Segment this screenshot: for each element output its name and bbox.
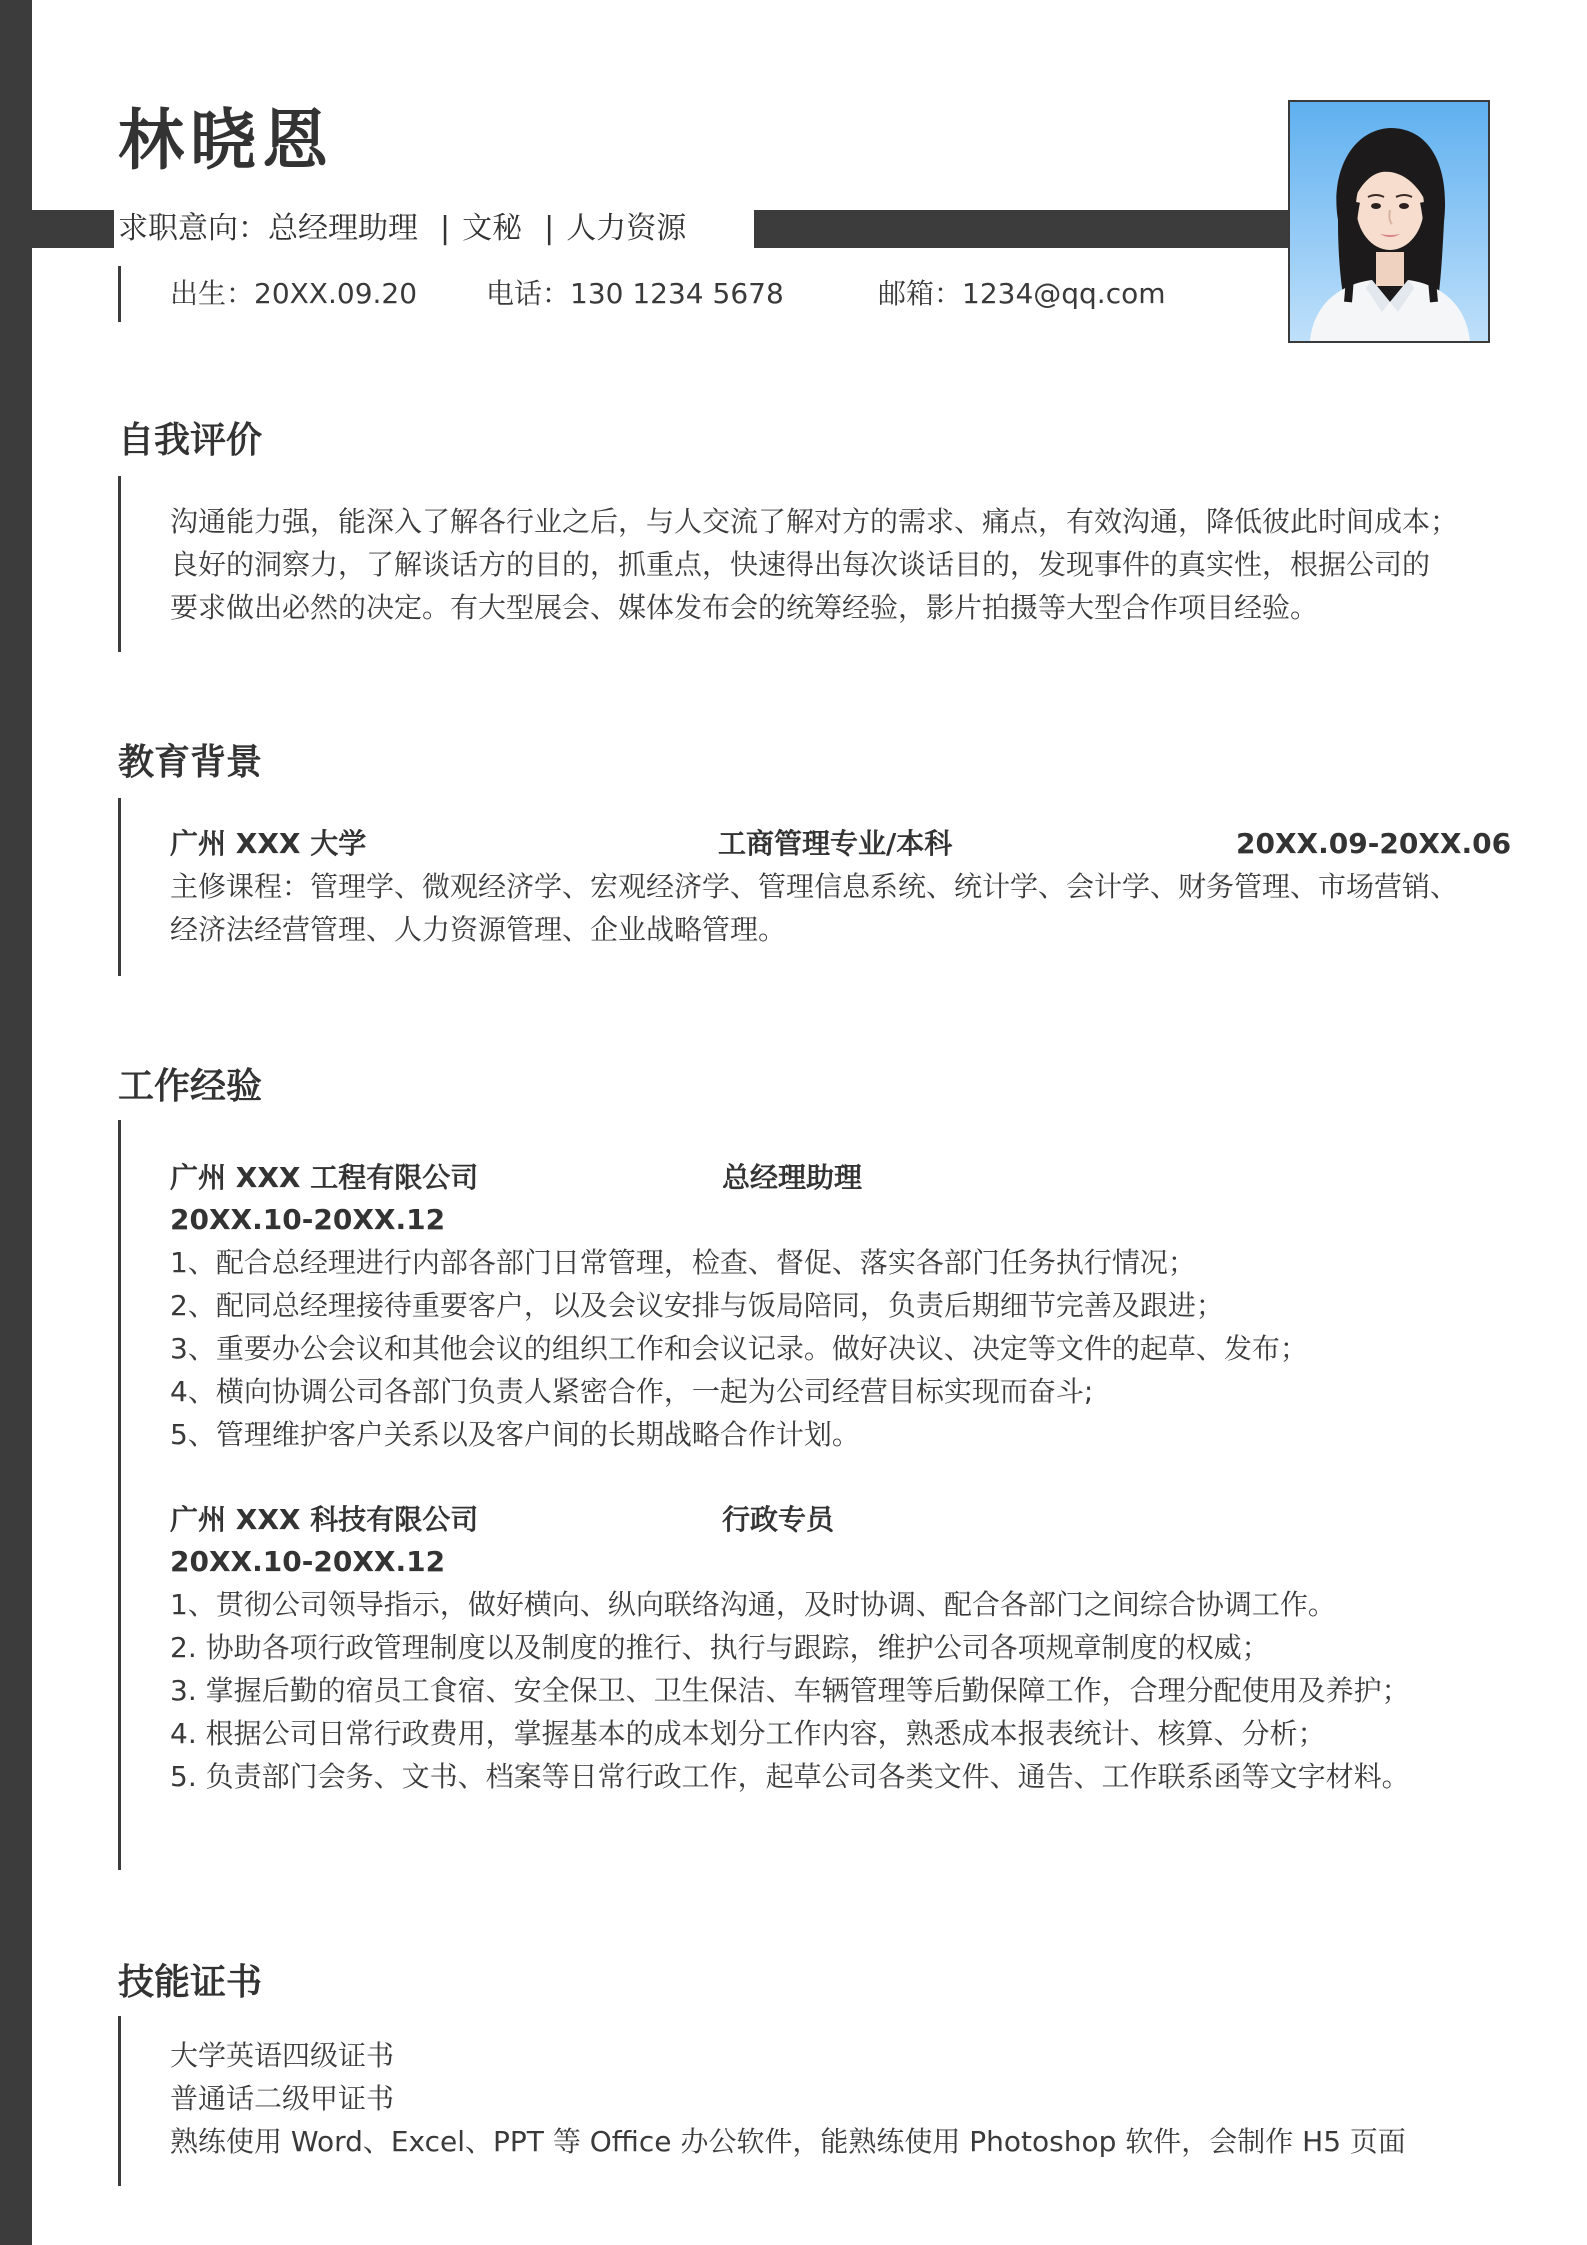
email-address: 邮箱：1234@qq.com bbox=[878, 277, 1166, 310]
candidate-name: 林晓恩 bbox=[118, 102, 334, 179]
birth-date: 出生：20XX.09.20 bbox=[170, 277, 418, 310]
education-courses bbox=[170, 865, 1510, 951]
list-item: 1、贯彻公司领导指示，做好横向、纵向联络沟通，及时协调、配合各部门之间综合协调工作。 bbox=[170, 1588, 1336, 1621]
job-intent-item: 文秘 bbox=[462, 211, 523, 246]
courses-line: 主修课程：管理学、微观经济学、宏观经济学、管理信息系统、统计学、会计学、财务管理、市场营销、 bbox=[170, 870, 1459, 903]
list-item: 5、管理维护客户关系以及客户间的长期战略合作计划。 bbox=[170, 1418, 860, 1451]
section-accent-bar bbox=[118, 2016, 121, 2186]
job-period: 20XX.10-20XX.12 bbox=[170, 1545, 446, 1578]
school-name: 广州 XXX 大学 bbox=[170, 827, 367, 860]
job-intent-item: 人力资源 bbox=[566, 211, 687, 246]
job-company: 广州 XXX 工程有限公司 bbox=[170, 1161, 479, 1194]
job-position: 总经理助理 bbox=[722, 1161, 863, 1194]
list-item: 2、配同总经理接待重要客户，以及会议安排与饭局陪同，负责后期细节完善及跟进； bbox=[170, 1289, 1224, 1322]
self-evaluation-line: 良好的洞察力，了解谈话方的目的，抓重点，快速得出每次谈话目的，发现事件的真实性，根据公司的 bbox=[170, 548, 1431, 581]
list-item: 大学英语四级证书 bbox=[170, 2039, 395, 2072]
skills-list bbox=[170, 2034, 1510, 2163]
section-accent-bar bbox=[118, 476, 121, 652]
job-intent bbox=[118, 205, 686, 253]
list-item: 4、横向协调公司各部门负责人紧密合作，一起为公司经营目标实现而奋斗; bbox=[170, 1375, 1094, 1408]
section-title-work-experience: 工作经验 bbox=[118, 1066, 263, 1107]
major-degree: 工商管理专业/本科 bbox=[718, 827, 953, 860]
section-accent-bar bbox=[118, 798, 121, 976]
courses-line: 经济法经营管理、人力资源管理、企业战略管理。 bbox=[170, 913, 787, 946]
job-period: 20XX.10-20XX.12 bbox=[170, 1203, 446, 1236]
self-evaluation-line: 沟通能力强，能深入了解各行业之后，与人交流了解对方的需求、痛点，有效沟通，降低彼此时间成本； bbox=[170, 505, 1459, 538]
job-company: 广州 XXX 科技有限公司 bbox=[170, 1503, 479, 1536]
list-item: 5. 负责部门会务、文书、档案等日常行政工作，起草公司各类文件、通告、工作联系函等文字材料。 bbox=[170, 1760, 1410, 1793]
job-intent-label: 求职意向：总经理助理 bbox=[118, 211, 418, 246]
phone-number: 电话：130 1234 5678 bbox=[486, 277, 784, 310]
section-title-education: 教育背景 bbox=[118, 742, 263, 783]
list-item: 3、重要办公会议和其他会议的组织工作和会议记录。做好决议、决定等文件的起草、发布； bbox=[170, 1332, 1308, 1365]
left-accent-strip bbox=[0, 0, 32, 2245]
profile-photo bbox=[1288, 100, 1490, 343]
self-evaluation-line: 要求做出必然的决定。有大型展会、媒体发布会的统筹经验，影片拍摄等大型合作项目经验。 bbox=[170, 591, 1319, 624]
list-item: 2. 协助各项行政管理制度以及制度的推行、执行与跟踪，维护公司各项规章制度的权威； bbox=[170, 1631, 1270, 1664]
contact-accent-bar bbox=[118, 266, 121, 322]
list-item: 1、配合总经理进行内部各部门日常管理，检查、督促、落实各部门任务执行情况； bbox=[170, 1246, 1196, 1279]
list-item: 普通话二级甲证书 bbox=[170, 2082, 395, 2115]
job-duties-list bbox=[170, 1241, 1510, 1456]
list-item: 4. 根据公司日常行政费用，掌握基本的成本划分工作内容，熟悉成本报表统计、核算、分析； bbox=[170, 1717, 1326, 1750]
list-item: 3. 掌握后勤的宿员工食宿、安全保卫、卫生保洁、车辆管理等后勤保障工作，合理分配使用及养护； bbox=[170, 1674, 1410, 1707]
section-accent-bar bbox=[118, 1120, 121, 1870]
intent-accent-bar-right bbox=[754, 210, 1292, 248]
section-title-skills: 技能证书 bbox=[118, 1962, 263, 2003]
list-item: 熟练使用 Word、Excel、PPT 等 Office 办公软件，能熟练使用 Photoshop 软件，会制作 H5 页面 bbox=[170, 2125, 1406, 2158]
intent-separator: | bbox=[440, 211, 451, 246]
intent-separator: | bbox=[544, 211, 555, 246]
job-duties-list bbox=[170, 1583, 1510, 1798]
self-evaluation-text bbox=[170, 500, 1510, 629]
portrait-photo-icon bbox=[1290, 102, 1488, 341]
education-period: 20XX.09-20XX.06 bbox=[1236, 827, 1512, 860]
intent-accent-bar-left bbox=[32, 210, 114, 248]
section-title-self-evaluation: 自我评价 bbox=[118, 420, 263, 461]
job-position: 行政专员 bbox=[722, 1503, 835, 1536]
